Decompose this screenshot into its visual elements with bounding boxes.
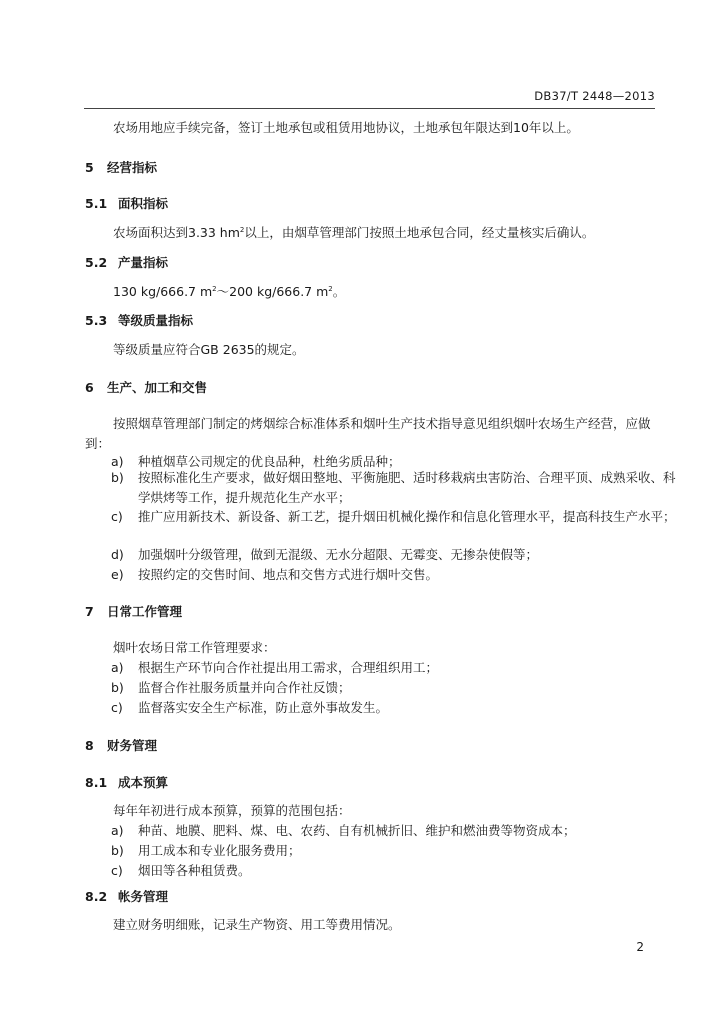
list-text: 用工成本和专业化服务费用；	[138, 843, 301, 858]
section-number: 5.1	[85, 196, 108, 211]
text-part: 以上，由烟草管理部门按照土地承包合同，经丈量核实后确认。	[244, 225, 595, 240]
list-text: 烟田等各种租赁费。	[138, 863, 251, 878]
list-text: 根据生产环节向合作社提出用工需求，合理组织用工；	[138, 660, 439, 675]
section-title: 成本预算	[118, 775, 169, 790]
section-7-heading	[85, 602, 182, 620]
list-text: 加强烟叶分级管理，做到无混级、无水分超限、无霉变、无掺杂使假等；	[138, 547, 539, 562]
section-8-heading	[85, 736, 157, 754]
list-marker: b)	[111, 843, 124, 858]
section-6-intro: 按照烟草管理部门制定的烤烟综合标准体系和烟叶生产技术指导意见组织烟叶农场生产经营，应做到：	[85, 416, 651, 451]
list-marker: c)	[111, 700, 123, 715]
section-number: 8.2	[85, 889, 108, 904]
document-code: DB37/T 2448—2013	[534, 89, 655, 103]
list-item	[111, 565, 438, 583]
list-item	[111, 861, 251, 879]
list-marker: a)	[111, 660, 124, 675]
section-number: 8	[85, 738, 94, 753]
section-number: 7	[85, 604, 94, 619]
superscript: 2	[212, 285, 217, 293]
list-item	[111, 468, 684, 508]
list-item	[111, 841, 301, 859]
list-marker: e)	[111, 567, 124, 582]
list-text: 种苗、地膜、肥料、煤、电、农药、自有机械折旧、维护和燃油费等物资成本；	[138, 823, 576, 838]
page-number: 2	[636, 940, 644, 954]
section-8-2-heading	[85, 887, 168, 905]
list-item	[111, 507, 684, 527]
list-marker: c)	[111, 863, 123, 878]
section-title: 日常工作管理	[107, 604, 183, 619]
superscript: 2	[239, 226, 245, 234]
section-title: 产量指标	[118, 255, 169, 270]
list-marker: d)	[111, 547, 124, 562]
section-number: 8.1	[85, 775, 108, 790]
section-5-heading	[85, 158, 157, 176]
header-rule	[84, 108, 655, 109]
text-part: 。	[332, 284, 346, 299]
list-text: 按照标准化生产要求，做好烟田整地、平衡施肥、适时移栽病虫害防治、合理平顶、成熟采收、科学烘烤等工作，提升规范化生产水平；	[138, 470, 676, 505]
list-text: 监督合作社服务质量并向合作社反馈；	[138, 680, 351, 695]
list-item	[111, 545, 538, 563]
section-5-2-heading	[85, 253, 168, 271]
list-item	[111, 698, 388, 716]
text-part: 农场面积达到3.33 hm	[113, 225, 240, 240]
list-marker: a)	[111, 454, 124, 469]
area-indicator-text	[113, 223, 594, 241]
list-text: 按照约定的交售时间、地点和交售方式进行烟叶交售。	[138, 567, 439, 582]
quality-indicator-text: 等级质量应符合GB 2635的规定。	[113, 342, 305, 357]
section-title: 财务管理	[107, 738, 158, 753]
section-number: 5.2	[85, 255, 108, 270]
section-8-1-heading	[85, 773, 168, 791]
superscript: 2	[328, 285, 333, 293]
list-marker: b)	[111, 470, 124, 485]
list-marker: b)	[111, 680, 124, 695]
list-item	[111, 678, 351, 696]
section-title: 经营指标	[107, 160, 158, 175]
section-8-2-text: 建立财务明细账，记录生产物资、用工等费用情况。	[113, 917, 401, 932]
section-6-heading	[85, 378, 207, 396]
list-text: 监督落实安全生产标准，防止意外事故发生。	[138, 700, 389, 715]
section-title: 生产、加工和交售	[107, 380, 208, 395]
section-7-intro: 烟叶农场日常工作管理要求：	[113, 640, 276, 655]
section-number: 5	[85, 160, 94, 175]
list-text: 种植烟草公司规定的优良品种，杜绝劣质品种；	[138, 454, 401, 469]
text-part: ～200 kg/666.7 m	[216, 284, 329, 299]
section-title: 面积指标	[118, 196, 169, 211]
section-8-1-intro: 每年年初进行成本预算，预算的范围包括：	[113, 803, 351, 818]
section-title: 等级质量指标	[118, 313, 194, 328]
section-5-3-heading	[85, 311, 193, 329]
list-item	[111, 658, 438, 676]
list-item	[111, 821, 576, 839]
section-5-1-heading	[85, 194, 168, 212]
text-part: 130 kg/666.7 m	[113, 284, 213, 299]
list-text: 推广应用新技术、新设备、新工艺，提升烟田机械化操作和信息化管理水平，提高科技生产水平；	[138, 509, 676, 524]
list-marker: a)	[111, 823, 124, 838]
yield-indicator-text	[113, 282, 345, 300]
section-number: 5.3	[85, 313, 108, 328]
list-marker: c)	[111, 509, 123, 524]
section-title: 帐务管理	[118, 889, 169, 904]
intro-line: 农场用地应手续完备，签订土地承包或租赁用地协议，土地承包年限达到10年以上。	[113, 120, 579, 135]
section-number: 6	[85, 380, 94, 395]
